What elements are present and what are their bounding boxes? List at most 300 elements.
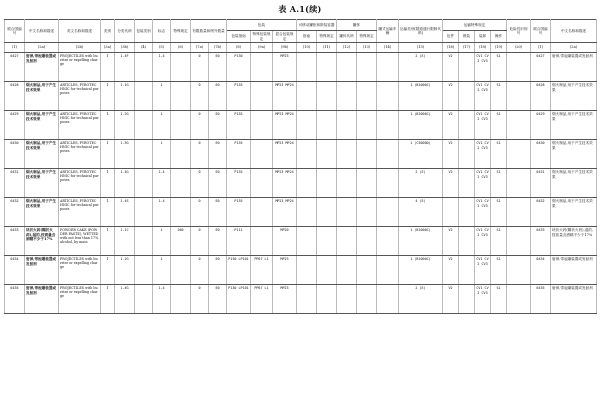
cell-tsp [317, 53, 337, 82]
cell-mp: MP23 MP24 [273, 111, 297, 140]
col-name-zh-2: 中文名称和描述 [551, 20, 597, 43]
cell-load: CV1 CV2 CV3 [475, 140, 491, 169]
column-number: (1) [531, 43, 551, 53]
cell-tsp [317, 256, 337, 285]
column-number: (15) [399, 43, 443, 53]
cell-en: ARTICLES, PYROTECHNIC for technical purposes [59, 169, 101, 198]
cell-code: 1.1G [115, 82, 135, 111]
cell-eq: E0 [209, 169, 227, 198]
cell-spp: PP67 L1 [251, 256, 273, 285]
cell-pi: P135 [227, 82, 251, 111]
cell-sp [171, 198, 191, 227]
cell-guide [297, 53, 317, 82]
cell-spp [251, 227, 273, 256]
cell-haz [507, 140, 531, 169]
cell-zh: 烟火制品,用于产生技术效果 [25, 82, 59, 111]
column-number: (2a) [551, 43, 597, 53]
cell-zh: 烟火制品,用于产生技术效果 [25, 111, 59, 140]
cell-sp [171, 140, 191, 169]
column-number: (7a) [191, 43, 209, 53]
cell-pkg: V2 [443, 53, 459, 82]
cell-pg [135, 140, 153, 169]
cell-tsp [317, 140, 337, 169]
col-portable-special: 特殊规定 [317, 31, 337, 43]
cell-eq: E0 [209, 82, 227, 111]
cell-spp [251, 111, 273, 140]
cell-tsp [317, 285, 337, 314]
table-row [5, 82, 597, 111]
dangerous-goods-table [4, 19, 597, 314]
cell-spp [251, 53, 273, 82]
cell-load: CV1 CV2 CV3 [475, 256, 491, 285]
cell-haz [507, 285, 531, 314]
cell-cls: 1 [101, 227, 115, 256]
cell-lq: 0 [191, 285, 209, 314]
cell-tsp [317, 198, 337, 227]
cell-zh: 射弹,带起爆装置或发射剂 [551, 285, 597, 314]
cell-tcs [357, 285, 377, 314]
cell-un: 0432 [531, 198, 551, 227]
cell-eq: E0 [209, 256, 227, 285]
cell-zh: 射弹,带起爆装置或发射剂 [25, 285, 59, 314]
cell-pg [135, 53, 153, 82]
col-transport-special: 运输特殊规定 [443, 20, 507, 31]
cell-bulk [459, 256, 475, 285]
cell-en: ARTICLES, PYROTECHNIC for technical purposes [59, 111, 101, 140]
column-number: (16) [443, 43, 459, 53]
cell-zh: 烟火制品,用于产生技术效果 [551, 82, 597, 111]
col-name-en: 英文名称和描述 [59, 20, 101, 43]
cell-code: 1.4S [115, 198, 135, 227]
cell-sp [171, 169, 191, 198]
cell-zh: 块状火药(糊状火药),湿的,按质量含酒精不少于17% [551, 227, 597, 256]
cell-eq: E0 [209, 53, 227, 82]
cell-pi: P130 LP101 [227, 285, 251, 314]
col-pack-group: 包装类别 [135, 20, 153, 43]
cell-cls: 1 [101, 169, 115, 198]
col-name-zh: 中文名称和描述 [25, 20, 59, 43]
cell-tsp [317, 111, 337, 140]
cell-cls: 1 [101, 111, 115, 140]
cell-op: S1 [491, 227, 507, 256]
cell-label: 1.4 [153, 198, 171, 227]
cell-guide [297, 140, 317, 169]
cell-cls: 1 [101, 140, 115, 169]
cell-label: 1 [153, 111, 171, 140]
cell-un: 0433 [5, 227, 25, 256]
cell-pg [135, 227, 153, 256]
cell-haz [507, 198, 531, 227]
cell-mp: MP23 MP24 [273, 140, 297, 169]
cell-zh: 烟火制品,用于产生技术效果 [551, 111, 597, 140]
cell-bulk [459, 82, 475, 111]
cell-un: 0432 [5, 198, 25, 227]
cell-zh: 射弹,带起爆装置或发射剂 [551, 53, 597, 82]
cell-pi: P135 [227, 140, 251, 169]
cell-zh: 射弹,带起爆装置或发射剂 [551, 256, 597, 285]
column-number: (12) [337, 43, 357, 53]
cell-tcs [357, 82, 377, 111]
cell-eq: E0 [209, 227, 227, 256]
cell-un: 0431 [531, 169, 551, 198]
cell-cls: 1 [101, 198, 115, 227]
cell-load: CV1 CV2 CV3 [475, 198, 491, 227]
table-row [5, 285, 597, 314]
cell-guide [297, 256, 317, 285]
cell-un: 0431 [5, 169, 25, 198]
cell-un: 0429 [531, 111, 551, 140]
cell-haz [507, 227, 531, 256]
col-un-no-2: 联合国编号 [531, 20, 551, 43]
cell-guide [297, 111, 317, 140]
cell-un: 0435 [531, 285, 551, 314]
table-row [5, 111, 597, 140]
cell-lq: 0 [191, 169, 209, 198]
table-row [5, 53, 597, 82]
cell-code: 1.2G [115, 256, 135, 285]
column-number-row [5, 43, 597, 53]
cell-mp: MP23 [273, 256, 297, 285]
cell-zh: 射弹,带起爆装置或发射剂 [25, 53, 59, 82]
cell-un: 0429 [5, 111, 25, 140]
cell-label: 1.4 [153, 285, 171, 314]
col-un-no: 联合国编号 [5, 20, 25, 43]
cell-cls: 1 [101, 53, 115, 82]
cell-mp: MP23 [273, 53, 297, 82]
cell-bulk [459, 111, 475, 140]
cell-eq: E0 [209, 198, 227, 227]
cell-spp [251, 82, 273, 111]
cell-veh [377, 140, 399, 169]
table-row [5, 169, 597, 198]
cell-pkg: V2 [443, 140, 459, 169]
cell-eq: E0 [209, 285, 227, 314]
cell-guide [297, 82, 317, 111]
cell-veh [377, 53, 399, 82]
cell-pi: P130 LP101 [227, 256, 251, 285]
cell-pi: P135 [227, 111, 251, 140]
col-mixed-pack: 混合包装规定 [273, 31, 297, 43]
cell-tc [337, 285, 357, 314]
cell-tc [337, 227, 357, 256]
cell-label: 1 [153, 256, 171, 285]
cell-en: PROJECTILES with burster or expelling charge [59, 285, 101, 314]
cell-cat: 2 (E) [399, 169, 443, 198]
cell-spp [251, 140, 273, 169]
cell-sp [171, 285, 191, 314]
cell-en: PROJECTILES with burster or expelling charge [59, 53, 101, 82]
column-number: (4) [135, 43, 153, 53]
column-number: (3a) [101, 43, 115, 53]
col-tank-special: 特殊规定 [357, 31, 377, 43]
cell-zh: 烟火制品,用于产生技术效果 [551, 169, 597, 198]
cell-op: S1 [491, 140, 507, 169]
cell-cat: 1 (C5000D) [399, 140, 443, 169]
cell-pg [135, 256, 153, 285]
cell-code: 1.4G [115, 285, 135, 314]
cell-pkg: V2 [443, 82, 459, 111]
cell-tc [337, 198, 357, 227]
column-number: (11) [317, 43, 337, 53]
cell-en: ARTICLES, PYROTECHNIC for technical purposes [59, 140, 101, 169]
cell-pi: P111 [227, 227, 251, 256]
cell-code: 1.1C [115, 227, 135, 256]
col-portable: 可移动罐柜和散装容器 [297, 20, 337, 31]
cell-un: 0434 [531, 256, 551, 285]
cell-lq: 0 [191, 140, 209, 169]
cell-code: 1.4F [115, 53, 135, 82]
cell-pg [135, 198, 153, 227]
cell-label: 1.4 [153, 169, 171, 198]
cell-haz [507, 169, 531, 198]
cell-veh [377, 256, 399, 285]
col-tank: 罐体 [337, 20, 377, 31]
cell-tc [337, 82, 357, 111]
cell-sp [171, 256, 191, 285]
cell-cat: 2 (E) [399, 53, 443, 82]
col-t-load: 装卸 [475, 31, 491, 43]
cell-pkg: V2 [443, 227, 459, 256]
cell-op: S1 [491, 53, 507, 82]
cell-mp: MP23 MP24 [273, 198, 297, 227]
column-number: (7b) [209, 43, 227, 53]
column-number: (14) [377, 43, 399, 53]
cell-tc [337, 140, 357, 169]
col-class-code: 分类代码 [115, 20, 135, 43]
cell-tc [337, 256, 357, 285]
cell-bulk [459, 53, 475, 82]
table-title: 表 A.1(续) [278, 4, 322, 14]
cell-lq: 0 [191, 53, 209, 82]
cell-load: CV1 CV2 CV3 [475, 53, 491, 82]
cell-veh [377, 111, 399, 140]
col-guide: 指南 [297, 31, 317, 43]
cell-haz [507, 111, 531, 140]
cell-guide [297, 285, 317, 314]
cell-spp [251, 198, 273, 227]
col-pack-instr: 包装指南 [227, 31, 251, 43]
table-row [5, 140, 597, 169]
column-number: (2b) [59, 43, 101, 53]
cell-sp [171, 53, 191, 82]
cell-bulk [459, 285, 475, 314]
cell-pi: P135 [227, 198, 251, 227]
cell-code: 1.3G [115, 140, 135, 169]
column-number: (10) [297, 43, 317, 53]
cell-bulk [459, 227, 475, 256]
cell-code: 1.4G [115, 169, 135, 198]
cell-mp: MP23 [273, 285, 297, 314]
column-number: (5) [153, 43, 171, 53]
column-number: (3b) [115, 43, 135, 53]
cell-veh [377, 169, 399, 198]
cell-tc [337, 169, 357, 198]
cell-pg [135, 285, 153, 314]
cell-un: 0434 [5, 256, 25, 285]
cell-pkg [443, 198, 459, 227]
column-number: (19) [491, 43, 507, 53]
column-number: (18) [475, 43, 491, 53]
cell-load: CV1 CV2 CV3 [475, 227, 491, 256]
cell-cls: 1 [101, 82, 115, 111]
col-packaging: 包装 [227, 20, 297, 31]
cell-pkg: V2 [443, 169, 459, 198]
cell-cls: 1 [101, 285, 115, 314]
header-row-1 [5, 20, 597, 31]
cell-label: 1.4 [153, 53, 171, 82]
cell-cat: 1 (B1000C) [399, 256, 443, 285]
cell-pkg: V2 [443, 285, 459, 314]
cell-eq: E0 [209, 140, 227, 169]
cell-veh [377, 82, 399, 111]
cell-tcs [357, 53, 377, 82]
cell-op: S1 [491, 285, 507, 314]
col-t-bulk: 散装 [459, 31, 475, 43]
cell-tc [337, 111, 357, 140]
column-number: (6) [171, 43, 191, 53]
cell-label: 1 [153, 227, 171, 256]
cell-un: 0435 [5, 285, 25, 314]
cell-zh: 烟火制品,用于产生技术效果 [25, 169, 59, 198]
col-transport-cat: 运输类别(隧道通行限制代码) [399, 20, 443, 43]
column-number: (1) [5, 43, 25, 53]
cell-un: 0430 [531, 140, 551, 169]
table-row [5, 227, 597, 256]
cell-pi: P130 [227, 53, 251, 82]
col-t-op: 操作 [491, 31, 507, 43]
cell-en: PROJECTILES with burster or expelling charge [59, 256, 101, 285]
cell-un: 0433 [531, 227, 551, 256]
cell-cat: 2 (E) [399, 285, 443, 314]
cell-veh [377, 285, 399, 314]
cell-haz [507, 256, 531, 285]
col-limited: 有限数量和例外数量 [191, 20, 227, 43]
cell-lq: 0 [191, 227, 209, 256]
cell-spp [251, 169, 273, 198]
column-number: (9b) [273, 43, 297, 53]
cell-pg [135, 169, 153, 198]
cell-code: 1.2G [115, 111, 135, 140]
table-row [5, 198, 597, 227]
cell-un: 0427 [5, 53, 25, 82]
cell-tsp [317, 82, 337, 111]
cell-bulk [459, 140, 475, 169]
column-number: (20) [507, 43, 531, 53]
cell-bulk [459, 169, 475, 198]
cell-pg [135, 82, 153, 111]
cell-veh [377, 227, 399, 256]
cell-sp [171, 111, 191, 140]
cell-sp [171, 82, 191, 111]
cell-tc [337, 53, 357, 82]
cell-guide [297, 169, 317, 198]
cell-sp: 266 [171, 227, 191, 256]
col-vehicle: 罐式运输车辆 [377, 20, 399, 43]
cell-cat: 1 (B1000C) [399, 111, 443, 140]
cell-tcs [357, 169, 377, 198]
cell-haz [507, 82, 531, 111]
cell-pkg: V2 [443, 256, 459, 285]
col-class: 类别 [101, 20, 115, 43]
col-t-pkg: 包件 [443, 31, 459, 43]
cell-en: ARTICLES, PYROTECHNIC for technical purposes [59, 82, 101, 111]
cell-en: POWDER CAKE (POWDER PASTE), WETTED with not less than 17% alcohol, by mass [59, 227, 101, 256]
cell-un: 0428 [5, 82, 25, 111]
cell-cls: 1 [101, 256, 115, 285]
cell-tcs [357, 256, 377, 285]
cell-zh: 烟火制品,用于产生技术效果 [25, 140, 59, 169]
cell-pg [135, 111, 153, 140]
cell-load: CV1 CV2 CV3 [475, 285, 491, 314]
column-number: (8) [227, 43, 251, 53]
cell-veh [377, 198, 399, 227]
cell-tcs [357, 198, 377, 227]
col-special-pack: 特殊包装规定 [251, 31, 273, 43]
cell-lq: 0 [191, 256, 209, 285]
cell-load: CV1 CV2 CV3 [475, 111, 491, 140]
col-label: 标志 [153, 20, 171, 43]
cell-mp: MP23 MP24 [273, 169, 297, 198]
cell-zh: 烟火制品,用于产生技术效果 [25, 198, 59, 227]
cell-tsp [317, 169, 337, 198]
column-number: (17) [459, 43, 475, 53]
cell-op: S1 [491, 169, 507, 198]
column-number: (2a) [25, 43, 59, 53]
cell-tcs [357, 227, 377, 256]
cell-un: 0430 [5, 140, 25, 169]
table-row [5, 256, 597, 285]
cell-cat: 4 (E) [399, 198, 443, 227]
cell-zh: 烟火制品,用于产生技术效果 [551, 140, 597, 169]
cell-lq: 0 [191, 198, 209, 227]
cell-haz [507, 53, 531, 82]
cell-cat: 1 (B1000C) [399, 227, 443, 256]
cell-label: 1 [153, 82, 171, 111]
cell-tcs [357, 111, 377, 140]
cell-load: CV1 CV2 CV3 [475, 169, 491, 198]
cell-tsp [317, 227, 337, 256]
cell-load: CV1 CV2 CV3 [475, 82, 491, 111]
cell-label: 1 [153, 140, 171, 169]
cell-guide [297, 227, 317, 256]
cell-op: S1 [491, 198, 507, 227]
cell-mp: MP20 [273, 227, 297, 256]
col-tank-code: 罐体代码 [337, 31, 357, 43]
cell-lq: 0 [191, 82, 209, 111]
cell-zh: 烟火制品,用于产生技术效果 [551, 198, 597, 227]
table-body [5, 53, 597, 314]
cell-zh: 射弹,带起爆装置或发射剂 [25, 256, 59, 285]
column-number: (13) [357, 43, 377, 53]
cell-bulk [459, 198, 475, 227]
cell-pkg: V2 [443, 111, 459, 140]
cell-op: S1 [491, 256, 507, 285]
col-hazard-no: 危险性识别号 [507, 20, 531, 43]
cell-cat: 1 (B1000C) [399, 82, 443, 111]
col-special: 特殊规定 [171, 20, 191, 43]
cell-tcs [357, 140, 377, 169]
cell-eq: E0 [209, 111, 227, 140]
cell-pi: P135 [227, 169, 251, 198]
cell-spp: PP67 L1 [251, 285, 273, 314]
cell-mp: MP23 MP24 [273, 82, 297, 111]
cell-guide [297, 198, 317, 227]
column-number: (9a) [251, 43, 273, 53]
cell-zh: 块状火药(糊状火药),湿的,按质量含酒精不少于17% [25, 227, 59, 256]
cell-en: ARTICLES, PYROTECHNIC for technical purposes [59, 198, 101, 227]
cell-un: 0428 [531, 82, 551, 111]
cell-un: 0427 [531, 53, 551, 82]
